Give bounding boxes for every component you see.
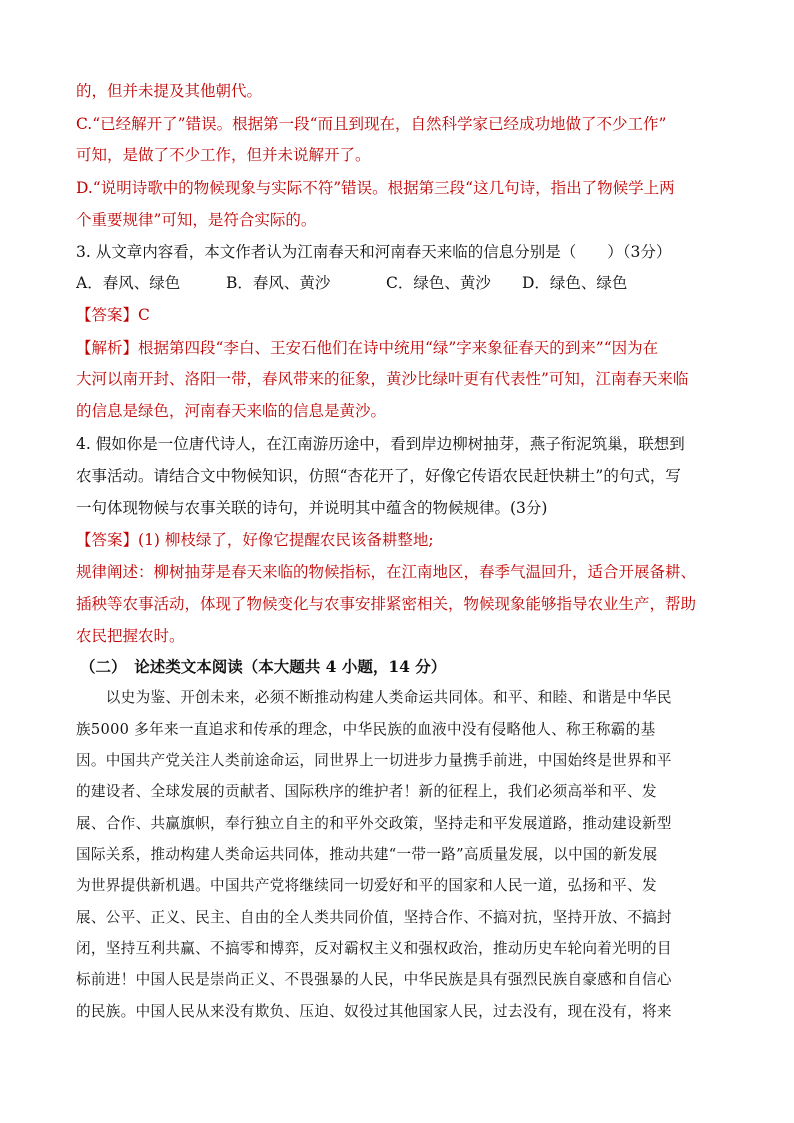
question-4-answer-line-2: 规律阐述：柳树抽芽是春天来临的物候指标，在江南地区，春季气温回升，适合开展备耕、 [76, 563, 697, 581]
answer-value: C [138, 306, 150, 324]
option-a: A．春风、绿色 [76, 274, 181, 292]
question-3-options [76, 273, 726, 293]
option-b: B．春风、黄沙 [226, 274, 331, 292]
passage-line: 因。中国共产党关注人类前途命运，同世界上一切进步力量携手前进，中国始终是世界和平 [76, 752, 672, 769]
question-4-stem-line-3: 一句体现物候与农事关联的诗句，并说明其中蕴含的物候规律。(3分) [76, 499, 548, 517]
analysis-c-line-1: C.“已经解开了”错误。根据第一段“而且到现在，自然科学家已经成功地做了不少工作” [76, 115, 667, 133]
passage-line: 展、公平、正义、民主、自由的全人类共同价值，坚持合作、不搞对抗，坚持开放、不搞封 [76, 909, 672, 926]
analysis-b-tail: 的，但并未提及其他朝代。 [76, 82, 263, 100]
answer-tag: 【答案】 [76, 531, 139, 549]
analysis-tag: 【解析】 [76, 339, 139, 357]
passage-line: 族5000 多年来一直追求和传承的理念，中华民族的血液中没有侵略他人、称王称霸的基 [76, 721, 656, 738]
analysis-d-line-2: 个重要规律”可知，是符合实际的。 [76, 211, 317, 229]
passage-line: 展、合作、共赢旗帜，奉行独立自主的和平外交政策，坚持走和平发展道路，推动建设新型 [76, 815, 672, 832]
passage-line: 的建设者、全球发展的贡献者、国际秩序的维护者！新的征程上，我们必须高举和平、发 [76, 783, 657, 800]
question-4-answer-line-3: 插秧等农事活动，体现了物候变化与农事安排紧密相关，物候现象能够指导农业生产，帮助 [76, 595, 697, 613]
passage-line: 闭，坚持互利共赢、不搞零和博弈，反对霸权主义和强权政治，推动历史车轮向着光明的目 [76, 940, 672, 957]
analysis-d-line-1: D.“说明诗歌中的物候现象与实际不符”错误。根据第三段“这几句诗，指出了物候学上两 [76, 179, 675, 197]
question-3-answer [76, 305, 726, 325]
question-4-stem-line-2: 农事活动。请结合文中物候知识，仿照“杏花开了，好像它传语农民赶快耕土”的句式，写 [76, 467, 681, 485]
answer-tag: 【答案】 [76, 306, 139, 324]
question-3-analysis-line-3: 的信息是绿色，河南春天来临的信息是黄沙。 [76, 402, 387, 420]
analysis-c-line-2: 可知，是做了不少工作，但并未说解开了。 [76, 146, 371, 164]
question-4-answer-line-4: 农民把握农时。 [76, 627, 185, 645]
passage-line: 为世界提供新机遇。中国共产党将继续同一切爱好和平的国家和人民一道，弘扬和平、发 [76, 877, 657, 894]
question-3-analysis-line-2: 大河以南开封、洛阳一带，春风带来的征象，黄沙比绿叶更有代表性”可知，江南春天来临 [76, 370, 689, 388]
passage-line: 标前进！中国人民是崇尚正义、不畏强暴的人民，中华民族是具有强烈民族自豪感和自信心 [76, 971, 672, 988]
question-3-analysis-line-1: 【解析】根据第四段“李白、王安石他们在诗中统用“绿”字来象征春天的到来”“因为在 [76, 339, 659, 357]
option-d: D．绿色、绿色 [522, 274, 628, 292]
question-4-stem-line-1: 4. 假如你是一位唐代诗人，在江南游历途中，看到岸边柳树抽芽，燕子衔泥筑巢，联想到 [76, 435, 685, 453]
passage-line: 国际关系，推动构建人类命运共同体，推动共建“一带一路”高质量发展，以中国的新发展 [76, 846, 658, 863]
option-c: C．绿色、黄沙 [386, 274, 491, 292]
question-3-stem: 3. 从文章内容看，本文作者认为江南春天和河南春天来临的信息分别是（ ）（3分） [76, 243, 672, 261]
section-2-title: （二） 论述类文本阅读（本大题共 4 小题，14 分） [80, 657, 447, 676]
passage-line: 的民族。中国人民从来没有欺负、压迫、奴役过其他国家人民，过去没有，现在没有，将来 [76, 1003, 672, 1020]
passage-line: 以史为鉴、开创未来，必须不断推动构建人类命运共同体。和平、和睦、和谐是中华民 [76, 689, 672, 706]
question-4-answer-line-1: 【答案】(1) 柳枝绿了，好像它提醒农民该备耕整地; [76, 531, 434, 549]
